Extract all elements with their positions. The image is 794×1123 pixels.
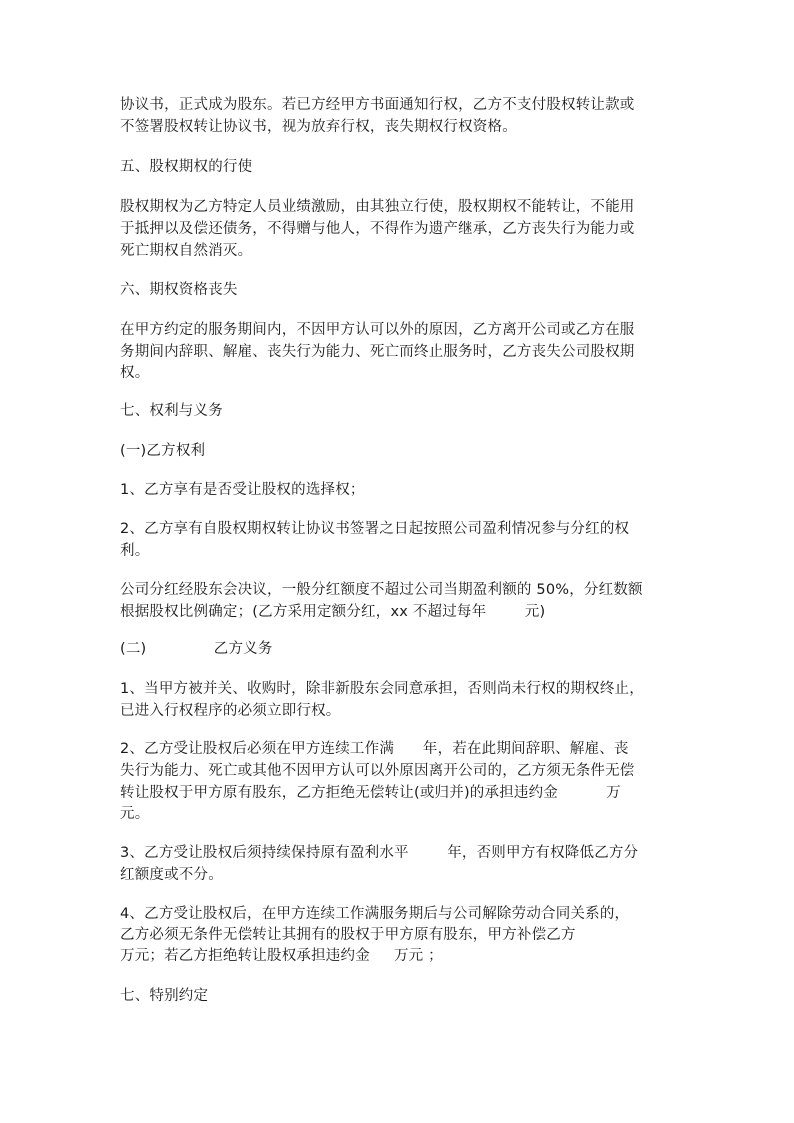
list-item: 1、当甲方被并关、收购时，除非新股东会同意承担，否则尚未行权的期权终止， <box>120 681 644 697</box>
body-text-line: 公司分红经股东会决议，一般分红额度不超过公司当期盈利额的 50%，分红数额 <box>120 582 643 598</box>
body-text-line: 在甲方约定的服务期间内，不因甲方认可以外的原因，乙方离开公司或乙方在服 <box>120 322 635 338</box>
list-item: 转让股权于甲方原有股东，乙方拒绝无偿转让(或归并)的承担违约金 万 <box>120 785 621 801</box>
body-text-line: 权。 <box>120 365 150 381</box>
body-text-line: 务期间内辞职、解雇、丧失行为能力、死亡而终止服务时，乙方丧失公司股权期 <box>120 344 635 360</box>
list-item: 已进入行权程序的必须立即行权。 <box>120 703 341 719</box>
list-item: 4、乙方受让股权后，在甲方连续工作满服务期后与公司解除劳动合同关系的， <box>120 906 630 922</box>
list-item: 利。 <box>120 543 150 559</box>
list-item: 2、乙方享有自股权期权转让协议书签署之日起按照公司盈利情况参与分红的权 <box>120 521 630 537</box>
list-item: 元。 <box>120 806 150 822</box>
list-item: 乙方必须无条件无偿转让其拥有的股权于甲方原有股东，甲方补偿乙方 <box>120 927 576 943</box>
body-text-line: 于抵押以及偿还债务，不得赠与他人，不得作为遗产继承，乙方丧失行为能力或 <box>120 221 635 237</box>
section-heading: 七、特别约定 <box>120 988 209 1004</box>
list-item: 万元；若乙方拒绝转让股权承担违约金 万元 ； <box>120 948 443 964</box>
list-item: 红额度或不分。 <box>120 867 223 883</box>
section-heading: 七、权利与义务 <box>120 403 223 419</box>
body-text-line: 根据股权比例确定；(乙方采用定额分红，xx 不超过每年 元) <box>120 604 546 620</box>
body-text-line: 死亡期权自然消灭。 <box>120 243 253 259</box>
list-item: 2、乙方受让股权后必须在甲方连续工作满 年，若在此期间辞职、解雇、丧 <box>120 741 629 757</box>
subsection-heading: (二) 乙方义务 <box>120 641 273 657</box>
section-heading: 五、股权期权的行使 <box>120 159 253 175</box>
subsection-heading: (一)乙方权利 <box>120 443 206 459</box>
list-item: 失行为能力、死亡或其他不因甲方认可以外原因离开公司的，乙方须无条件无偿 <box>120 763 635 779</box>
body-text-line: 不签署股权转让协议书，视为放弃行权，丧失期权行权资格。 <box>120 119 517 135</box>
section-heading: 六、期权资格丧失 <box>120 282 238 298</box>
list-item: 1、乙方享有是否受让股权的选择权； <box>120 482 365 498</box>
body-text-line: 协议书，正式成为股东。若已方经甲方书面通知行权，乙方不支付股权转让款或 <box>120 97 635 113</box>
list-item: 3、乙方受让股权后须持续保持原有盈利水平 年，否则甲方有权降低乙方分 <box>120 845 639 861</box>
body-text-line: 股权期权为乙方特定人员业绩激励，由其独立行使，股权期权不能转让，不能用 <box>120 199 635 215</box>
